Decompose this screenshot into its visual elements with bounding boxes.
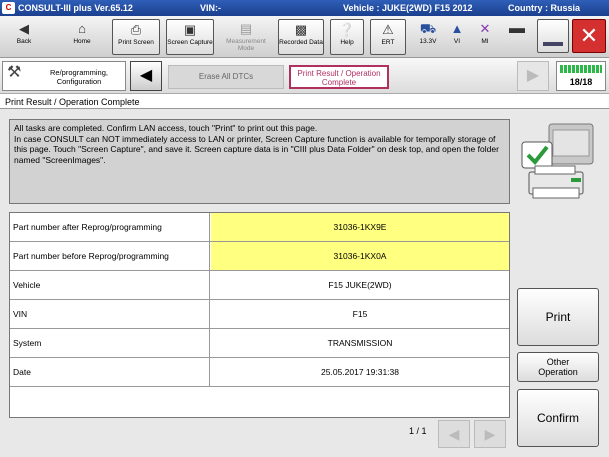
print-screen-button[interactable]: ⎙ Print Screen [112, 19, 160, 55]
measurement-mode-button[interactable]: ▤ Measurement Mode [220, 19, 272, 55]
printer-icon: ⎙ [130, 22, 142, 37]
left-triangle-icon: ◀ [139, 67, 153, 84]
country-label: Country : Russia [508, 3, 581, 13]
row-label: Date [10, 358, 210, 386]
step-current: Print Result / Operation Complete [289, 65, 389, 89]
progress-bar [560, 65, 602, 73]
left-triangle-icon: ◀ [448, 426, 460, 442]
right-triangle-icon: ▶ [526, 67, 540, 84]
result-table [9, 212, 510, 418]
help-button[interactable]: ❔ Help [330, 19, 364, 55]
row-value: F15 JUKE(2WD) [328, 280, 392, 290]
row-label: Vehicle [10, 271, 210, 299]
close-icon: ✕ [579, 23, 599, 48]
camera-icon: ▣ [183, 22, 197, 37]
screen-capture-button[interactable]: ▣ Screen Capture [166, 19, 214, 55]
print-button[interactable]: Print [517, 288, 599, 346]
prev-step-button[interactable] [130, 61, 162, 91]
signal-icon: ▲ [450, 21, 464, 36]
vi-status: ▲ VI [446, 19, 468, 55]
page-indicator: 1 / 1 [409, 426, 427, 436]
battery-voltage: ⛟ 13.3V [412, 19, 444, 55]
next-step-button[interactable] [517, 61, 549, 91]
confirm-button[interactable]: Confirm [517, 389, 599, 447]
row-label: Part number after Reprog/programming [10, 213, 210, 241]
toolbar [0, 16, 609, 58]
mi-status: ✕ MI [474, 19, 496, 55]
app-logo: C [2, 2, 15, 14]
page-prev-button[interactable] [438, 420, 470, 448]
row-value: 31036-1KX0A [211, 242, 509, 270]
battery-icon: ▬ [509, 20, 525, 37]
page-title: Print Result / Operation Complete [0, 94, 609, 109]
minimize-icon [543, 42, 563, 46]
car-icon: ⛟ [419, 21, 437, 36]
disconnected-icon: ✕ [479, 21, 491, 36]
breadcrumb-main[interactable]: ⚒ Re/programming, Configuration [2, 61, 126, 91]
battery-status [504, 19, 530, 55]
printer-ecu-illustration [519, 122, 601, 204]
row-label: System [10, 329, 210, 357]
minimize-button[interactable] [537, 19, 569, 53]
step-progress [556, 61, 606, 91]
wrench-icon: ⚒ [7, 64, 22, 81]
instruction-message [9, 119, 510, 204]
row-value: 25.05.2017 19:31:38 [321, 367, 399, 377]
page-next-button[interactable] [474, 420, 506, 448]
navigation-row [0, 58, 609, 94]
other-operation-button[interactable]: Other Operation [517, 352, 599, 382]
row-value: 31036-1KX9E [211, 213, 509, 241]
title-bar [0, 0, 609, 16]
warning-icon: ⚠ [382, 22, 394, 37]
close-button[interactable] [572, 19, 606, 53]
back-arrow-icon: ◀ [19, 21, 29, 36]
table-row [10, 329, 509, 358]
recorded-data-icon: ▩ [294, 22, 308, 37]
progress-count: 18/18 [569, 77, 593, 87]
right-triangle-icon: ▶ [484, 426, 496, 442]
row-label: Part number before Reprog/programming [10, 242, 210, 270]
row-label: VIN [10, 300, 210, 328]
home-button[interactable]: ⌂ Home [62, 19, 102, 55]
ert-button[interactable]: ⚠ ERT [370, 19, 406, 55]
back-button[interactable]: ◀ Back [6, 19, 42, 55]
vin-label: VIN:- [200, 3, 221, 13]
row-value: TRANSMISSION [327, 338, 393, 348]
home-icon: ⌂ [78, 21, 86, 36]
recorded-data-button[interactable]: ▩ Recorded Data [278, 19, 324, 55]
vehicle-label: Vehicle : JUKE(2WD) F15 2012 [343, 3, 473, 13]
table-row [10, 271, 509, 300]
instruction-text: All tasks are completed. Confirm LAN access, touch "Print" to print out this page. In case CONSULT can NOT immediately access to LAN or printer, Screen Capture function is available for temporally storage of this page. Touch "Screen Capture", and save it. Screen capture data is in "CIII plus Data Folder" on desk top, and open the folder named "ScreenImages". [14, 123, 499, 165]
app-title: CONSULT-III plus Ver.65.12 [18, 3, 133, 13]
table-row [10, 242, 509, 271]
step-erase-dtcs: Erase All DTCs [168, 65, 284, 89]
table-row [10, 300, 509, 329]
table-row [10, 213, 509, 242]
measurement-icon: ▤ [239, 21, 253, 36]
row-value: F15 [352, 309, 368, 319]
help-icon: ❔ [338, 22, 356, 37]
table-row [10, 358, 509, 387]
